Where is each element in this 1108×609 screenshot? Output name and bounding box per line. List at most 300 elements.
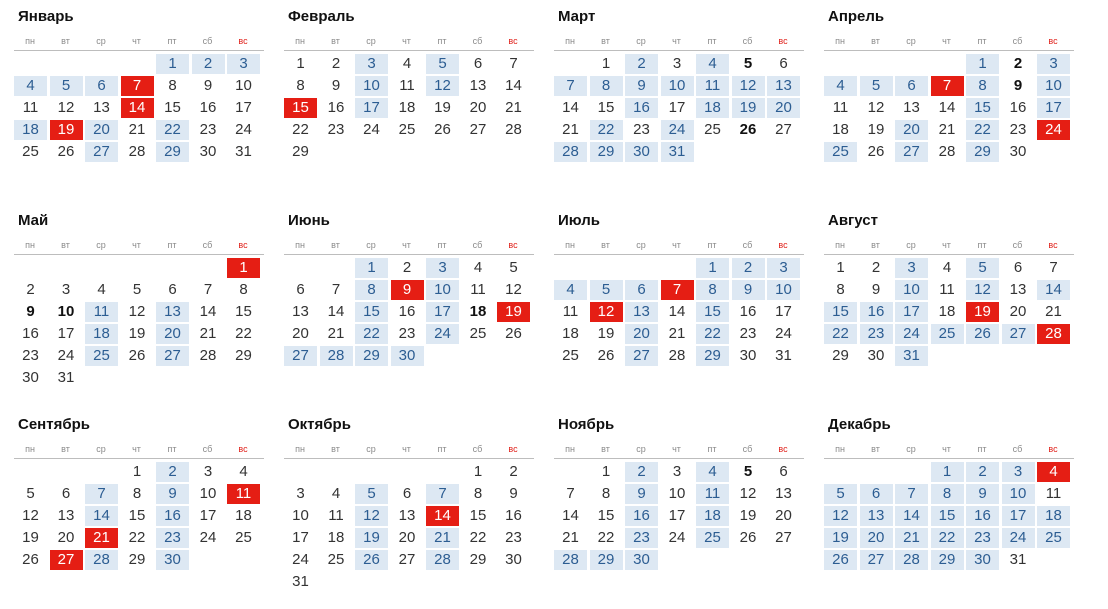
day-cell: 20: [57, 529, 75, 546]
day-cell: 9: [732, 280, 765, 300]
day-cell: 7: [1049, 259, 1058, 276]
day-cell: 14: [85, 506, 118, 526]
weekday-label: пн: [295, 36, 305, 46]
day-cell: 19: [867, 121, 885, 138]
day-cell: 9: [625, 76, 658, 96]
day-cell: 15: [931, 506, 964, 526]
day-cell: 31: [661, 142, 694, 162]
day-cell: 21: [505, 99, 522, 116]
weekday-header: [14, 438, 264, 459]
day-cell: 7: [203, 281, 213, 298]
day-cell: 17: [775, 303, 792, 320]
day-cell: 11: [470, 281, 486, 298]
weekday-label: пт: [977, 240, 987, 250]
day-cell: 23: [966, 528, 999, 548]
day-cell: 26: [57, 143, 75, 160]
day-cell: 23: [860, 324, 893, 344]
day-cell: 3: [1002, 462, 1035, 482]
day-cell: 16: [398, 303, 416, 320]
day-cell: 12: [590, 302, 623, 322]
day-cell: 29: [128, 551, 146, 568]
day-cell: 21: [562, 529, 579, 546]
day-cell: 2: [966, 462, 999, 482]
day-cell: 15: [355, 302, 388, 322]
day-cell: 23: [398, 325, 416, 342]
day-cell: 8: [296, 77, 305, 94]
day-cell: 16: [327, 99, 345, 116]
weekday-label: вт: [601, 240, 610, 250]
day-cell: 20: [292, 325, 309, 342]
day-cell: 18: [398, 99, 416, 116]
day-cell: 27: [775, 121, 792, 138]
day-cell: 21: [938, 121, 956, 138]
day-cell: 24: [57, 347, 75, 364]
day-cell: 12: [57, 99, 75, 116]
day-cell: 30: [391, 346, 424, 366]
day-cell: 16: [1009, 99, 1027, 116]
month-title: Октябрь: [288, 416, 351, 433]
day-cell: 9: [203, 77, 213, 94]
day-cell: 5: [743, 55, 753, 72]
weekday-header: [284, 234, 534, 255]
day-cell: 17: [1037, 98, 1070, 118]
day-cell: 18: [832, 121, 849, 138]
day-cell: 10: [767, 280, 800, 300]
day-cell: 30: [867, 347, 885, 364]
day-cell: 28: [199, 347, 217, 364]
day-cell: 4: [473, 259, 483, 276]
day-cell: 27: [625, 346, 658, 366]
day-cell: 16: [505, 507, 522, 524]
day-cell: 11: [328, 507, 344, 524]
day-cell: 10: [426, 280, 459, 300]
day-cell: 29: [696, 346, 729, 366]
day-cell: 12: [824, 506, 857, 526]
day-cell: 14: [505, 77, 522, 94]
weekday-label: чт: [402, 240, 411, 250]
day-cell: 6: [85, 76, 118, 96]
day-cell: 14: [938, 99, 956, 116]
weekday-label: пн: [565, 36, 575, 46]
day-cell: 18: [696, 506, 729, 526]
day-cell: 17: [199, 507, 217, 524]
day-cell: 24: [668, 529, 686, 546]
day-cell: 15: [966, 98, 999, 118]
day-cell: 8: [355, 280, 388, 300]
day-cell: 27: [860, 550, 893, 570]
day-cell: 30: [505, 551, 522, 568]
day-cell: 25: [235, 529, 252, 546]
day-cell: 29: [590, 550, 623, 570]
day-cell: 2: [625, 462, 658, 482]
day-cell: 19: [50, 120, 83, 140]
day-cell: 24: [1002, 528, 1035, 548]
day-cell: 6: [895, 76, 928, 96]
weekday-header: [824, 438, 1074, 459]
day-cell: 12: [732, 76, 765, 96]
weekday-label: пт: [167, 36, 177, 46]
day-cell: 9: [625, 484, 658, 504]
day-cell: 1: [473, 463, 483, 480]
day-cell: 30: [1009, 143, 1027, 160]
day-cell: 18: [1037, 506, 1070, 526]
weekday-label: вс: [778, 240, 788, 250]
weekday-label: пт: [707, 36, 717, 46]
weekday-label: пн: [835, 444, 845, 454]
day-cell: 15: [824, 302, 857, 322]
day-cell: 12: [739, 485, 757, 502]
day-cell: 13: [860, 506, 893, 526]
day-cell: 18: [696, 98, 729, 118]
weekday-label: чт: [942, 444, 951, 454]
day-cell: 13: [57, 507, 75, 524]
day-cell: 5: [509, 259, 518, 276]
day-cell: 28: [554, 142, 587, 162]
day-cell: 15: [696, 302, 729, 322]
weekday-label: сб: [202, 240, 213, 250]
day-cell: 19: [22, 529, 39, 546]
day-cell: 5: [50, 76, 83, 96]
day-cell: 4: [239, 463, 248, 480]
weekday-label: вс: [508, 240, 518, 250]
day-cell: 2: [509, 463, 518, 480]
weekday-label: ср: [366, 240, 376, 250]
month-title: Август: [828, 212, 878, 229]
day-cell: 9: [966, 484, 999, 504]
weekday-label: сб: [1012, 36, 1023, 46]
weekday-label: ср: [96, 444, 106, 454]
month-title: Март: [558, 8, 596, 25]
day-cell: 21: [668, 325, 686, 342]
day-cell: 13: [903, 99, 920, 116]
day-cell: 22: [469, 529, 487, 546]
weekday-header: [284, 438, 534, 459]
day-cell: 11: [1045, 485, 1062, 502]
day-cell: 6: [402, 485, 412, 502]
day-cell: 19: [355, 528, 388, 548]
day-cell: 20: [775, 507, 792, 524]
day-cell: 24: [292, 551, 309, 568]
day-cell: 20: [1009, 303, 1027, 320]
day-cell: 25: [398, 121, 416, 138]
day-cell: 27: [895, 142, 928, 162]
weekday-label: вт: [871, 36, 880, 46]
weekday-header: [824, 30, 1074, 51]
day-cell: 19: [597, 325, 615, 342]
day-cell: 7: [331, 281, 341, 298]
day-cell: 13: [292, 303, 309, 320]
weekday-label: ср: [636, 36, 646, 46]
weekday-label: сб: [1012, 444, 1023, 454]
day-cell: 7: [895, 484, 928, 504]
weekday-header: [824, 234, 1074, 255]
day-cell: 3: [61, 281, 71, 298]
day-cell: 24: [661, 120, 694, 140]
weekday-label: пн: [295, 240, 305, 250]
day-cell: 27: [469, 121, 487, 138]
day-cell: 8: [696, 280, 729, 300]
day-cell: 1: [355, 258, 388, 278]
weekday-label: вс: [1048, 240, 1058, 250]
weekday-label: чт: [132, 36, 141, 46]
weekday-label: чт: [132, 240, 141, 250]
day-cell: 21: [1045, 303, 1062, 320]
weekday-label: вт: [871, 444, 880, 454]
day-cell: 25: [562, 347, 579, 364]
day-cell: 23: [22, 347, 39, 364]
weekday-label: пт: [977, 36, 987, 46]
weekday-label: сб: [202, 36, 213, 46]
weekday-label: вт: [601, 36, 610, 46]
day-cell: 5: [824, 484, 857, 504]
day-cell: 3: [203, 463, 213, 480]
day-cell: 9: [1013, 77, 1023, 94]
day-cell: 19: [128, 325, 146, 342]
day-cell: 27: [50, 550, 83, 570]
weekday-header: [14, 30, 264, 51]
day-cell: 25: [931, 324, 964, 344]
day-cell: 15: [128, 507, 146, 524]
day-cell: 1: [836, 259, 845, 276]
day-cell: 7: [85, 484, 118, 504]
day-cell: 11: [22, 99, 39, 116]
day-cell: 4: [824, 76, 857, 96]
weekday-header: [554, 438, 804, 459]
day-cell: 12: [22, 507, 39, 524]
day-cell: 2: [402, 259, 412, 276]
day-cell: 10: [1037, 76, 1070, 96]
weekday-label: вт: [601, 444, 610, 454]
day-cell: 28: [426, 550, 459, 570]
day-cell: 31: [775, 347, 792, 364]
day-cell: 21: [895, 528, 928, 548]
weekday-label: вт: [61, 240, 70, 250]
day-cell: 29: [590, 142, 623, 162]
day-cell: 1: [601, 463, 611, 480]
day-cell: 26: [505, 325, 522, 342]
day-cell: 24: [235, 121, 252, 138]
day-cell: 4: [942, 259, 952, 276]
day-cell: 26: [739, 121, 757, 138]
day-cell: 5: [132, 281, 142, 298]
day-cell: 21: [128, 121, 146, 138]
day-cell: 6: [168, 281, 177, 298]
day-cell: 26: [355, 550, 388, 570]
day-cell: 27: [284, 346, 317, 366]
day-cell: 23: [327, 121, 345, 138]
weekday-label: ср: [906, 36, 916, 46]
day-cell: 6: [61, 485, 71, 502]
day-cell: 25: [704, 121, 721, 138]
weekday-label: ср: [366, 444, 376, 454]
month-title: Сентябрь: [18, 416, 90, 433]
day-cell: 8: [836, 281, 845, 298]
day-cell: 17: [292, 529, 309, 546]
day-cell: 25: [327, 551, 345, 568]
day-cell: 23: [156, 528, 189, 548]
weekday-label: ср: [96, 36, 106, 46]
day-cell: 14: [668, 303, 686, 320]
day-cell: 27: [156, 346, 189, 366]
weekday-label: ср: [366, 36, 376, 46]
weekday-label: чт: [132, 444, 141, 454]
day-cell: 8: [966, 76, 999, 96]
weekday-label: чт: [672, 36, 681, 46]
day-cell: 16: [739, 303, 757, 320]
day-cell: 25: [696, 528, 729, 548]
weekday-label: пт: [977, 444, 987, 454]
weekday-label: вс: [1048, 444, 1058, 454]
day-cell: 4: [696, 54, 729, 74]
day-cell: 11: [562, 303, 579, 320]
weekday-label: чт: [942, 240, 951, 250]
day-cell: 13: [469, 77, 487, 94]
day-cell: 18: [235, 507, 252, 524]
day-cell: 13: [767, 76, 800, 96]
day-cell: 4: [1037, 462, 1070, 482]
weekday-label: вс: [238, 36, 248, 46]
weekday-label: вт: [331, 444, 340, 454]
weekday-label: ср: [906, 444, 916, 454]
day-cell: 8: [132, 485, 142, 502]
day-cell: 13: [625, 302, 658, 322]
day-cell: 28: [320, 346, 353, 366]
day-cell: 14: [562, 99, 579, 116]
weekday-label: ср: [906, 240, 916, 250]
weekday-label: вт: [61, 36, 70, 46]
day-cell: 29: [469, 551, 487, 568]
day-cell: 15: [597, 507, 615, 524]
day-cell: 20: [85, 120, 118, 140]
day-cell: 27: [1002, 324, 1035, 344]
day-cell: 2: [1013, 55, 1023, 72]
day-cell: 17: [426, 302, 459, 322]
day-cell: 26: [22, 551, 39, 568]
weekday-label: чт: [942, 36, 951, 46]
day-cell: 3: [355, 54, 388, 74]
day-cell: 9: [26, 303, 35, 320]
day-cell: 13: [93, 99, 110, 116]
day-cell: 16: [625, 506, 658, 526]
day-cell: 8: [601, 485, 611, 502]
day-cell: 22: [696, 324, 729, 344]
day-cell: 28: [128, 143, 146, 160]
weekday-label: вс: [778, 36, 788, 46]
day-cell: 17: [895, 302, 928, 322]
day-cell: 13: [398, 507, 416, 524]
day-cell: 17: [235, 99, 252, 116]
day-cell: 20: [860, 528, 893, 548]
day-cell: 7: [566, 485, 575, 502]
day-cell: 3: [672, 463, 682, 480]
weekday-label: чт: [402, 36, 411, 46]
month-title: Январь: [18, 8, 74, 25]
day-cell: 31: [1009, 551, 1027, 568]
day-cell: 14: [327, 303, 345, 320]
day-cell: 5: [355, 484, 388, 504]
day-cell: 16: [625, 98, 658, 118]
weekday-label: пн: [835, 240, 845, 250]
weekday-label: чт: [672, 444, 681, 454]
day-cell: 20: [767, 98, 800, 118]
day-cell: 24: [895, 324, 928, 344]
day-cell: 8: [473, 485, 483, 502]
day-cell: 6: [625, 280, 658, 300]
day-cell: 27: [85, 142, 118, 162]
day-cell: 2: [871, 259, 881, 276]
day-cell: 12: [426, 76, 459, 96]
month-title: Июнь: [288, 212, 330, 229]
weekday-label: сб: [742, 36, 753, 46]
day-cell: 28: [895, 550, 928, 570]
day-cell: 16: [199, 99, 217, 116]
day-cell: 31: [292, 573, 309, 590]
day-cell: 19: [497, 302, 530, 322]
weekday-label: пн: [835, 36, 845, 46]
day-cell: 5: [426, 54, 459, 74]
weekday-label: вт: [61, 444, 70, 454]
weekday-label: чт: [672, 240, 681, 250]
day-cell: 16: [860, 302, 893, 322]
day-cell: 30: [739, 347, 757, 364]
day-cell: 7: [554, 76, 587, 96]
day-cell: 15: [284, 98, 317, 118]
day-cell: 27: [775, 529, 792, 546]
weekday-label: пт: [707, 444, 717, 454]
day-cell: 2: [625, 54, 658, 74]
day-cell: 10: [199, 485, 217, 502]
day-cell: 22: [128, 529, 146, 546]
day-cell: 24: [775, 325, 792, 342]
weekday-label: ср: [636, 240, 646, 250]
day-cell: 4: [97, 281, 106, 298]
day-cell: 27: [398, 551, 416, 568]
weekday-label: сб: [1012, 240, 1023, 250]
day-cell: 10: [57, 303, 75, 320]
day-cell: 23: [1009, 121, 1027, 138]
day-cell: 26: [128, 347, 146, 364]
day-cell: 20: [398, 529, 416, 546]
day-cell: 12: [867, 99, 885, 116]
weekday-label: пн: [295, 444, 305, 454]
day-cell: 17: [355, 98, 388, 118]
day-cell: 18: [469, 303, 487, 320]
day-cell: 30: [625, 550, 658, 570]
month-title: Февраль: [288, 8, 355, 25]
weekday-label: пн: [565, 240, 575, 250]
day-cell: 26: [966, 324, 999, 344]
weekday-label: пт: [437, 36, 447, 46]
day-cell: 31: [895, 346, 928, 366]
day-cell: 18: [327, 529, 345, 546]
day-cell: 20: [625, 324, 658, 344]
day-cell: 21: [426, 528, 459, 548]
day-cell: 29: [931, 550, 964, 570]
day-cell: 25: [469, 325, 487, 342]
day-cell: 30: [966, 550, 999, 570]
day-cell: 29: [966, 142, 999, 162]
day-cell: 1: [132, 463, 142, 480]
day-cell: 3: [426, 258, 459, 278]
day-cell: 29: [832, 347, 849, 364]
day-cell: 3: [227, 54, 260, 74]
day-cell: 11: [399, 77, 415, 94]
day-cell: 10: [661, 76, 694, 96]
day-cell: 4: [696, 462, 729, 482]
weekday-label: пн: [25, 444, 35, 454]
day-cell: 30: [625, 142, 658, 162]
day-cell: 28: [938, 143, 956, 160]
